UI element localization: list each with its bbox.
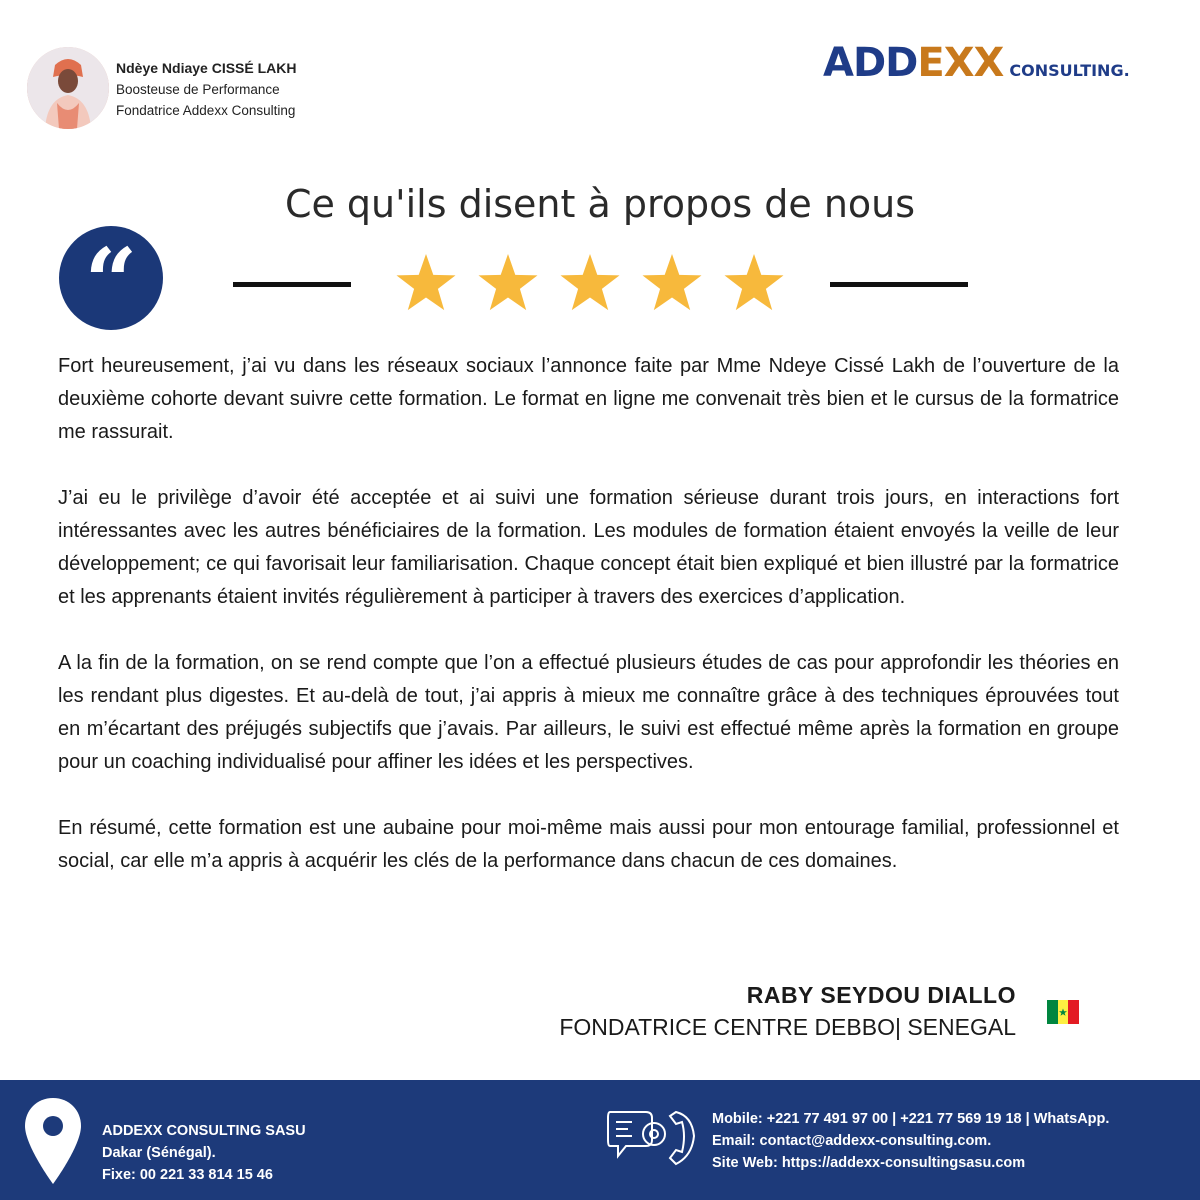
author-org: Fondatrice Addexx Consulting bbox=[116, 103, 296, 118]
footer-web[interactable]: Site Web: https://addexx-consultingsasu.com bbox=[712, 1155, 1026, 1171]
page-title: Ce qu'ils disent à propos de nous bbox=[284, 182, 916, 226]
signature-name: RABY SEYDOU DIALLO bbox=[746, 982, 1016, 1008]
star-icon bbox=[397, 254, 456, 310]
logo-part-consulting: CONSULTING. bbox=[1009, 61, 1130, 80]
location-pin-icon bbox=[22, 1096, 84, 1188]
divider-left bbox=[233, 282, 351, 287]
testimonial-text bbox=[58, 350, 1119, 911]
star-icon bbox=[561, 254, 620, 310]
footer-contacts bbox=[712, 1108, 1109, 1174]
testimonial-paragraph: En résumé, cette formation est une aubaine pour moi-même mais aussi pour mon entourage familial, professionnel et social, car elle m’a appris à acquérir les clés de la performance dans chacun de ces domaines. bbox=[58, 817, 1119, 872]
testimonial-paragraph: A la fin de la formation, on se rend compte que l’on a effectué plusieurs études de cas pour approfondir les théories en les rendant plus digestes. Et au-delà de tout, j’ai appris à mieux me connaître grâce à des techniques éprouvées tout en m’écartant des préjugés subjectifs que j’avais. Par ailleurs, le suivi est effectué même après la formation en groupe pour un coaching individualisé pour affiner les idées et les perspectives. bbox=[58, 652, 1119, 773]
divider-right bbox=[830, 282, 968, 287]
testimonial-paragraph: Fort heureusement, j’ai vu dans les réseaux sociaux l’annonce faite par Mme Ndeye Cissé Lakh de l’ouverture de la deuxième cohorte devant suivre cette formation. Le format en ligne me convenait très bien et le cursus de la formatrice me rassurait. bbox=[58, 355, 1119, 443]
author-name: Ndèye Ndiaye CISSÉ LAKH bbox=[116, 60, 297, 76]
quote-glyph: “ bbox=[84, 228, 138, 336]
footer-mobile[interactable]: Mobile: +221 77 491 97 00 | +221 77 569 19 18 | WhatsApp. bbox=[712, 1111, 1110, 1127]
header bbox=[0, 0, 1200, 150]
star-rating bbox=[393, 252, 789, 316]
footer-address bbox=[102, 1120, 306, 1186]
senegal-flag-icon bbox=[1047, 1000, 1079, 1024]
signature bbox=[559, 980, 1016, 1044]
testimonial-paragraph: J’ai eu le privilège d’avoir été acceptée et ai suivi une formation sérieuse durant trois jours, en interactions fort intéressantes avec les autres bénéficiaires de la formation. Les modules de formation étaient envoyés la veille de leur développement; ce qui favorisait leur familiarisation. Chaque concept était bien expliqué et bien illustré par la formatrice et les apprenants étaient invités régulièrement à participer à travers des exercices d’application. bbox=[58, 487, 1119, 608]
footer-fixe: Fixe: 00 221 33 814 15 46 bbox=[102, 1167, 273, 1183]
logo-part-exx: EXX bbox=[917, 40, 1004, 86]
star-icon bbox=[479, 254, 538, 310]
footer-company: ADDEXX CONSULTING SASU bbox=[102, 1123, 306, 1139]
footer bbox=[0, 1080, 1200, 1200]
star-icon bbox=[643, 254, 702, 310]
contact-email-phone-icon bbox=[606, 1106, 698, 1168]
author-role: Boosteuse de Performance bbox=[116, 82, 280, 97]
avatar bbox=[27, 47, 109, 129]
footer-email[interactable]: Email: contact@addexx-consulting.com. bbox=[712, 1133, 992, 1149]
author-info bbox=[116, 58, 297, 121]
signature-role: FONDATRICE CENTRE DEBBO| SENEGAL bbox=[559, 1014, 1016, 1040]
quote-icon bbox=[59, 226, 163, 336]
star-icon bbox=[725, 254, 784, 310]
footer-city: Dakar (Sénégal). bbox=[102, 1145, 216, 1161]
logo-part-add: ADD bbox=[823, 40, 918, 86]
addexx-logo bbox=[823, 40, 1130, 84]
